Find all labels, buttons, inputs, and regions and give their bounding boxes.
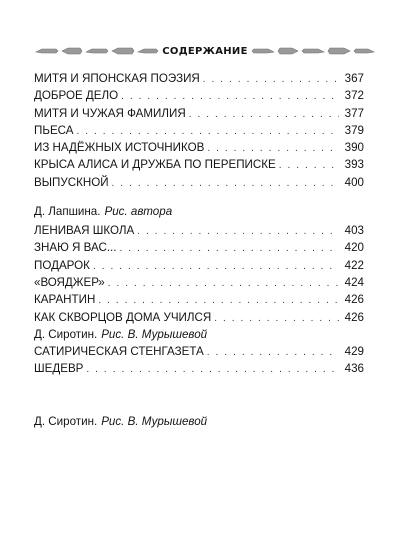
toc-entry bbox=[34, 239, 364, 256]
entry-title: «ВОЯДЖЕР» bbox=[34, 275, 105, 289]
toc-entry bbox=[34, 222, 364, 239]
toc-entry bbox=[34, 343, 364, 360]
entry-page: 426 bbox=[344, 310, 364, 324]
author-name: Д. Сиротин. bbox=[34, 327, 98, 341]
entry-title: ЗНАЮ Я ВАС... bbox=[34, 241, 117, 255]
toc-entry bbox=[34, 360, 364, 377]
entry-page: 436 bbox=[344, 362, 364, 376]
entry-title: КАРАНТИН bbox=[34, 293, 96, 307]
dot-leader bbox=[137, 223, 339, 240]
page-title: СОДЕРЖАНИЕ bbox=[162, 45, 248, 57]
entry-page: 379 bbox=[344, 123, 364, 137]
illustrator-credit: Рис. В. Мурышевой bbox=[101, 415, 208, 429]
toc-entry bbox=[34, 70, 364, 87]
entry-page: 420 bbox=[344, 241, 364, 255]
dot-leader bbox=[207, 140, 339, 157]
toc-entry bbox=[34, 291, 364, 308]
pencil-ornament-icon bbox=[248, 46, 376, 56]
illustrator-credit: Рис. автора bbox=[104, 205, 173, 219]
toc-entry bbox=[34, 309, 364, 326]
dot-leader bbox=[279, 157, 339, 174]
dot-leader bbox=[93, 258, 339, 275]
entry-page: 429 bbox=[344, 344, 364, 358]
entry-page: 393 bbox=[344, 158, 364, 172]
entry-title: ДОБРОЕ ДЕЛО bbox=[34, 89, 119, 103]
toc-entry bbox=[34, 174, 364, 191]
entry-page: 424 bbox=[344, 275, 364, 289]
entry-title: ПЬЕСА bbox=[34, 123, 74, 137]
dot-leader bbox=[203, 71, 339, 88]
entry-title: ВЫПУСКНОЙ bbox=[34, 175, 109, 189]
dot-leader bbox=[189, 106, 339, 123]
entry-page: 403 bbox=[344, 224, 364, 238]
entry-title: КРЫСА АЛИСА И ДРУЖБА ПО ПЕРЕПИСКЕ bbox=[34, 158, 276, 172]
dot-leader bbox=[108, 275, 339, 292]
entry-title: КАК СКВОРЦОВ ДОМА УЧИЛСЯ bbox=[34, 310, 212, 324]
section-author bbox=[34, 413, 364, 430]
toc-entry bbox=[34, 257, 364, 274]
header-ornament-right bbox=[248, 46, 376, 56]
entry-title: ПОДАРОК bbox=[34, 258, 90, 272]
table-of-contents bbox=[34, 70, 364, 430]
entry-title: ШЕДЕВР bbox=[34, 362, 84, 376]
author-name: Д. Сиротин. bbox=[34, 415, 98, 429]
dot-leader bbox=[98, 292, 339, 309]
dot-leader bbox=[120, 240, 340, 257]
entry-page: 422 bbox=[344, 258, 364, 272]
dot-leader bbox=[86, 361, 339, 378]
toc-entry bbox=[34, 87, 364, 104]
dot-leader bbox=[112, 175, 339, 192]
entry-page: 400 bbox=[344, 175, 364, 189]
entry-page: 426 bbox=[344, 293, 364, 307]
entry-title: ЛЕНИВАЯ ШКОЛА bbox=[34, 224, 135, 238]
toc-entry bbox=[34, 122, 364, 139]
dot-leader bbox=[207, 344, 339, 361]
dot-leader bbox=[121, 88, 339, 105]
toc-entry bbox=[34, 274, 364, 291]
entry-title: МИТЯ И ЧУЖАЯ ФАМИЛИЯ bbox=[34, 106, 186, 120]
author-name: Д. Лапшина. bbox=[34, 205, 101, 219]
entry-title: МИТЯ И ЯПОНСКАЯ ПОЭЗИЯ bbox=[34, 72, 200, 85]
section-author bbox=[34, 203, 364, 220]
entry-page: 390 bbox=[344, 141, 364, 155]
dot-leader bbox=[77, 123, 339, 140]
toc-entry bbox=[34, 105, 364, 122]
entry-page: 377 bbox=[344, 106, 364, 120]
entry-title: ИЗ НАДЁЖНЫХ ИСТОЧНИКОВ bbox=[34, 141, 205, 155]
toc-entry bbox=[34, 156, 364, 173]
toc-entry bbox=[34, 139, 364, 156]
page-header bbox=[34, 44, 376, 58]
entry-title: САТИРИЧЕСКАЯ СТЕНГАЗЕТА bbox=[34, 344, 204, 358]
dot-leader bbox=[214, 310, 339, 327]
section-author bbox=[34, 326, 364, 343]
entry-page: 372 bbox=[344, 89, 364, 103]
entry-page: 367 bbox=[344, 72, 364, 85]
illustrator-credit: Рис. В. Мурышевой bbox=[101, 327, 208, 341]
header-ornament-left bbox=[34, 46, 162, 56]
pencil-ornament-icon bbox=[34, 46, 162, 56]
